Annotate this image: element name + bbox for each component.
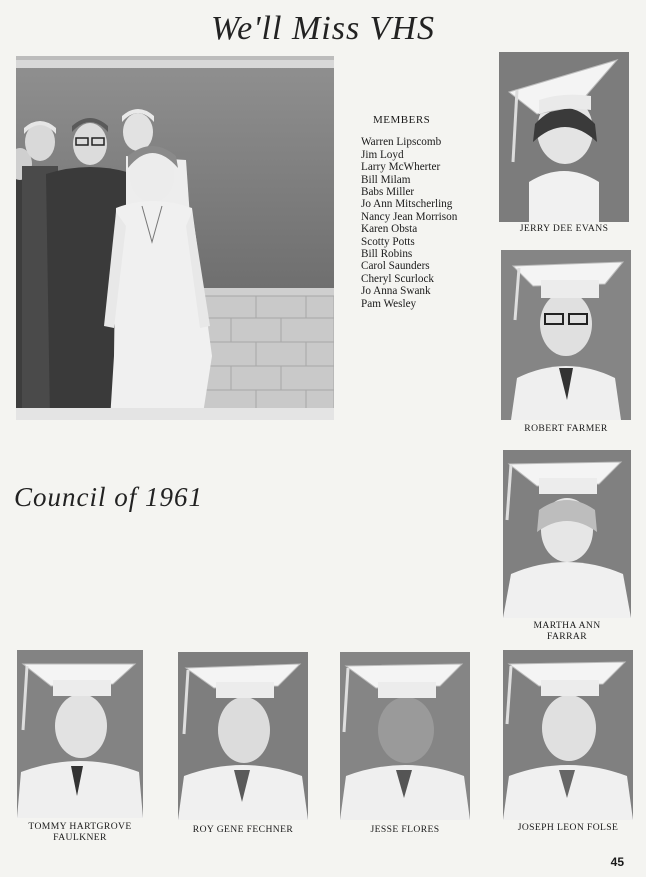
- page-title: We'll Miss VHS: [210, 10, 435, 47]
- council-heading: Council of 1961: [14, 482, 203, 512]
- portrait-farmer: [501, 250, 631, 420]
- list-item: Jo Ann Mitscherling: [361, 198, 453, 211]
- list-item: Jo Anna Swank: [361, 285, 431, 298]
- portrait-fechner: [178, 652, 308, 820]
- caption-faulkner: [17, 822, 143, 843]
- portrait-folse: [503, 650, 633, 820]
- portrait-farrar: [503, 450, 631, 618]
- caption-farmer: ROBERT FARMER: [524, 423, 608, 434]
- caption-faulkner-line2: FAULKNER: [53, 831, 107, 843]
- list-item: Jim Loyd: [361, 148, 404, 161]
- members-names: [361, 136, 457, 310]
- caption-farrar-line2: FARRAR: [546, 630, 588, 642]
- list-item: Nancy Jean Morrison: [361, 210, 458, 223]
- portrait-evans: [499, 52, 629, 222]
- group-photo: [16, 56, 334, 420]
- caption-farrar: [503, 621, 631, 642]
- list-item: Bill Robins: [361, 248, 413, 261]
- caption-evans: JERRY DEE EVANS: [519, 223, 609, 234]
- members-heading: MEMBERS: [373, 114, 431, 126]
- portrait-flores: [340, 652, 470, 820]
- members-list: [361, 114, 457, 310]
- caption-farrar-line1: MARTHA ANN: [533, 620, 601, 631]
- page-number: 45: [610, 855, 624, 869]
- list-item: Pam Wesley: [361, 297, 417, 310]
- caption-faulkner-line1: TOMMY HARTGROVE: [28, 821, 132, 832]
- list-item: Scotty Potts: [361, 235, 415, 248]
- list-item: Larry McWherter: [361, 161, 441, 174]
- caption-folse: JOSEPH LEON FOLSE: [517, 822, 619, 833]
- list-item: Warren Lipscomb: [361, 136, 442, 149]
- portrait-faulkner: [17, 650, 143, 818]
- caption-fechner: ROY GENE FECHNER: [192, 824, 294, 835]
- caption-flores: JESSE FLORES: [370, 824, 440, 835]
- list-item: Carol Saunders: [361, 260, 430, 273]
- list-item: Bill Milam: [361, 173, 411, 186]
- list-item: Karen Obsta: [361, 223, 418, 236]
- list-item: Babs Miller: [361, 186, 415, 199]
- list-item: Cheryl Scurlock: [361, 272, 435, 285]
